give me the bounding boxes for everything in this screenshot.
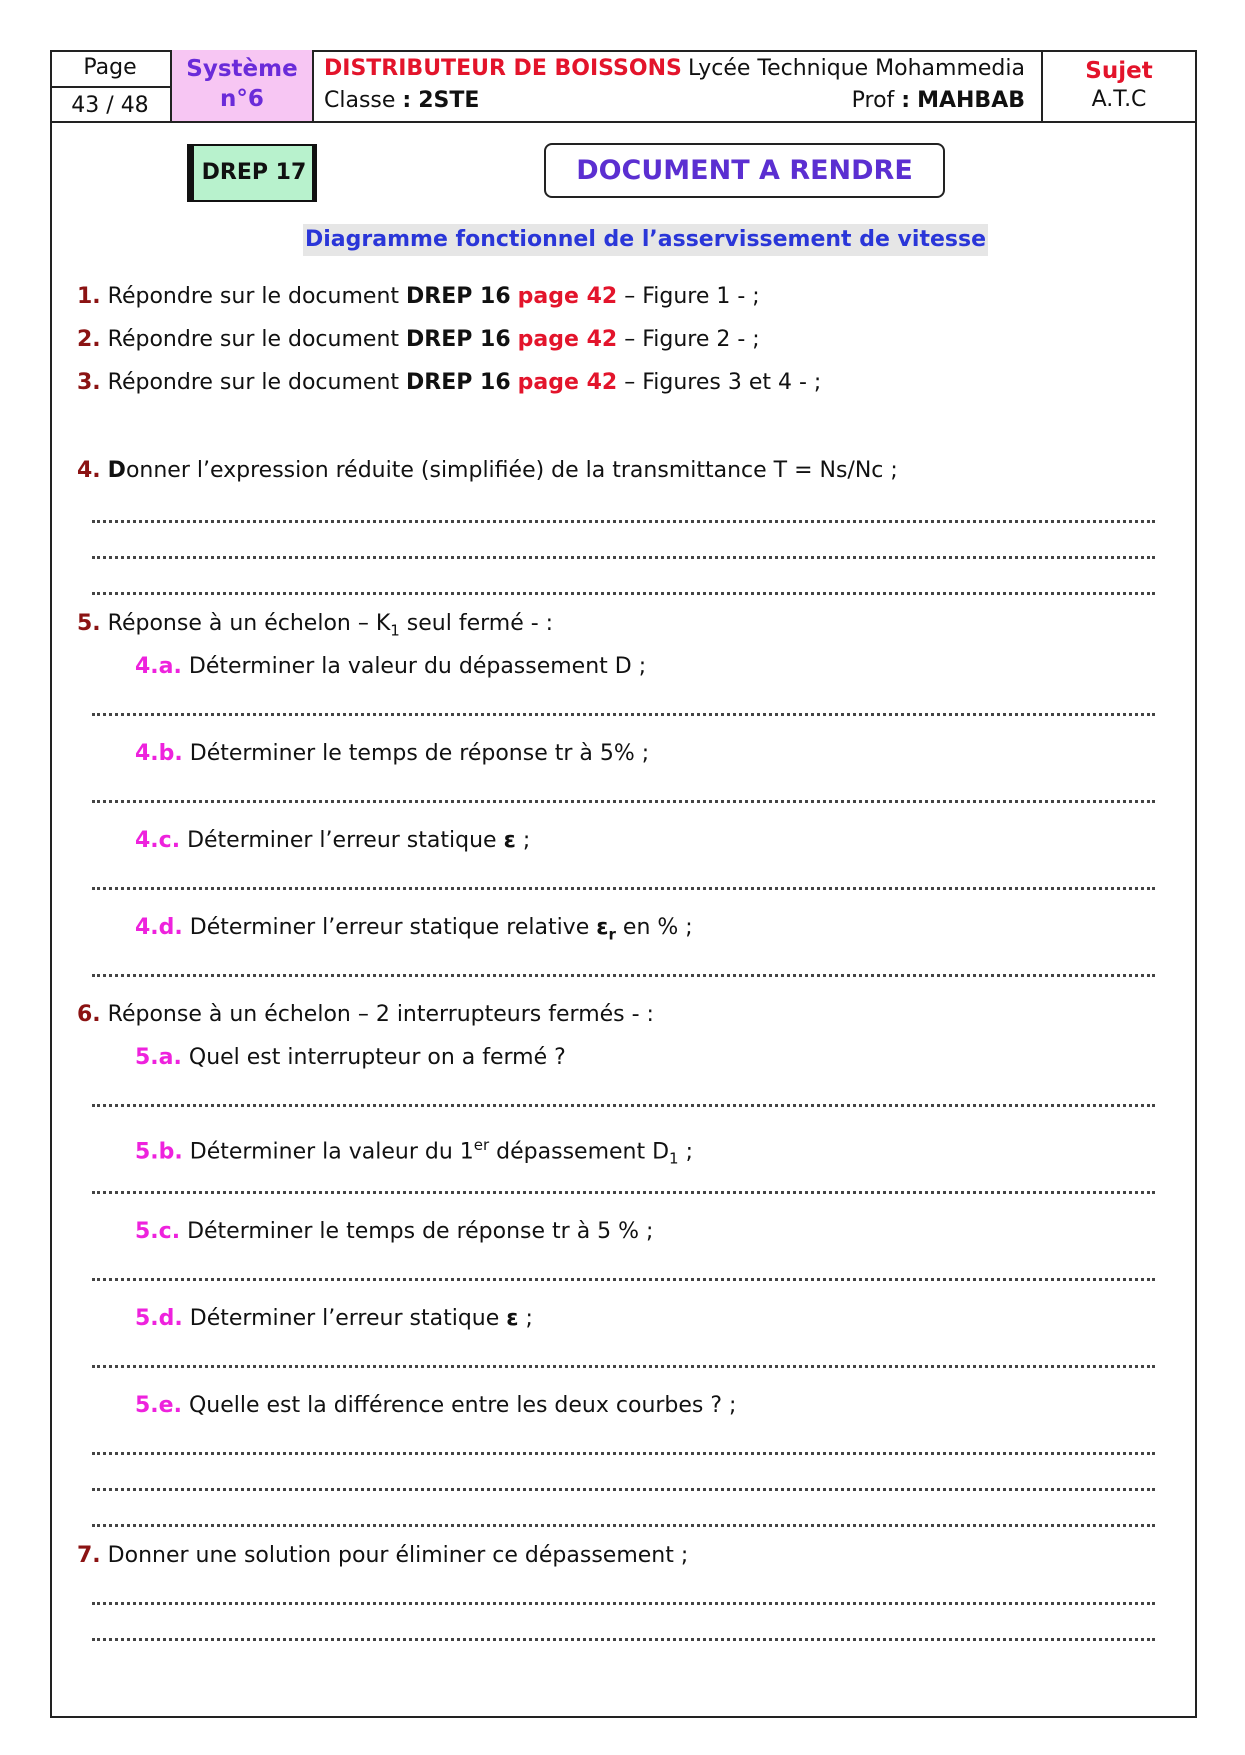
- systeme-label: Système: [186, 56, 298, 82]
- answer-line[interactable]: [92, 970, 1155, 977]
- answer-line[interactable]: [92, 552, 1155, 559]
- question-6b: 5.b. Déterminer la valeur du 1er dépassement $D_1$ ;: [135, 1136, 693, 1168]
- answer-line[interactable]: [92, 709, 1155, 716]
- question-5b: 4.b. Déterminer le temps de réponse tr à 5% ;: [135, 741, 650, 766]
- question-6d: 5.d. Déterminer l’erreur statique ε ;: [135, 1306, 533, 1331]
- answer-line[interactable]: [92, 1187, 1155, 1194]
- page-cell: [50, 50, 172, 121]
- question-5c: 4.c. Déterminer l’erreur statique ε ;: [135, 828, 531, 853]
- sujet-cell: [1043, 50, 1195, 121]
- answer-line[interactable]: [92, 1520, 1155, 1527]
- school-name: Lycée Technique Mohammedia: [687, 56, 1025, 81]
- question-3: 3. Répondre sur le document DREP 16 page 42 – Figures 3 et 4 - ;: [77, 370, 822, 395]
- answer-line[interactable]: [92, 1598, 1155, 1605]
- document-title: DOCUMENT A RENDRE: [544, 143, 945, 198]
- systeme-cell: [172, 50, 314, 121]
- product-title: DISTRIBUTEUR DE BOISSONS: [324, 56, 682, 81]
- page-label: Page: [50, 50, 170, 88]
- question-4: 4. Donner l’expression réduite (simplifiée) de la transmittance T = Ns/Nc ;: [77, 458, 898, 483]
- sujet-label: Sujet: [1085, 58, 1153, 84]
- page-number: 43 / 48: [71, 93, 149, 118]
- answer-line[interactable]: [92, 1100, 1155, 1107]
- answer-line[interactable]: [92, 883, 1155, 890]
- sujet-code: A.T.C: [1091, 87, 1147, 112]
- prof-info: Prof : MAHBAB: [851, 88, 1025, 113]
- question-6a: 5.a. Quel est interrupteur on a fermé ?: [135, 1045, 566, 1070]
- question-6c: 5.c. Déterminer le temps de réponse tr à 5 % ;: [135, 1219, 654, 1244]
- answer-line[interactable]: [92, 1634, 1155, 1641]
- question-5d: 4.d. Déterminer l’erreur statique relative $\varepsilon_r$ en % ;: [135, 915, 693, 944]
- answer-line[interactable]: [92, 1274, 1155, 1281]
- question-7: 7. Donner une solution pour éliminer ce dépassement ;: [77, 1543, 689, 1568]
- title-cell: [314, 50, 1043, 121]
- drep-label: DREP 17: [201, 160, 307, 185]
- question-5: 5. Réponse à un échelon – $K_1$ seul fermé - :: [77, 611, 554, 640]
- answer-line[interactable]: [92, 1448, 1155, 1455]
- answer-line[interactable]: [92, 588, 1155, 595]
- answer-line[interactable]: [92, 516, 1155, 523]
- question-5a: 4.a. Déterminer la valeur du dépassement D ;: [135, 654, 647, 679]
- drep-badge: [183, 140, 325, 206]
- section-subtitle: Diagramme fonctionnel de l’asservissement de vitesse: [303, 224, 988, 256]
- answer-line[interactable]: [92, 796, 1155, 803]
- header-table: [50, 50, 1197, 123]
- question-2: 2. Répondre sur le document DREP 16 page 42 – Figure 2 - ;: [77, 327, 760, 352]
- answer-line[interactable]: [92, 1484, 1155, 1491]
- question-6: 6. Réponse à un échelon – 2 interrupteurs fermés - :: [77, 1002, 654, 1027]
- question-1: 1. Répondre sur le document DREP 16 page 42 – Figure 1 - ;: [77, 284, 760, 309]
- answer-line[interactable]: [92, 1361, 1155, 1368]
- class-info: Classe : 2STE: [324, 88, 480, 113]
- systeme-number: n°6: [220, 86, 264, 112]
- question-6e: 5.e. Quelle est la différence entre les deux courbes ? ;: [135, 1393, 737, 1418]
